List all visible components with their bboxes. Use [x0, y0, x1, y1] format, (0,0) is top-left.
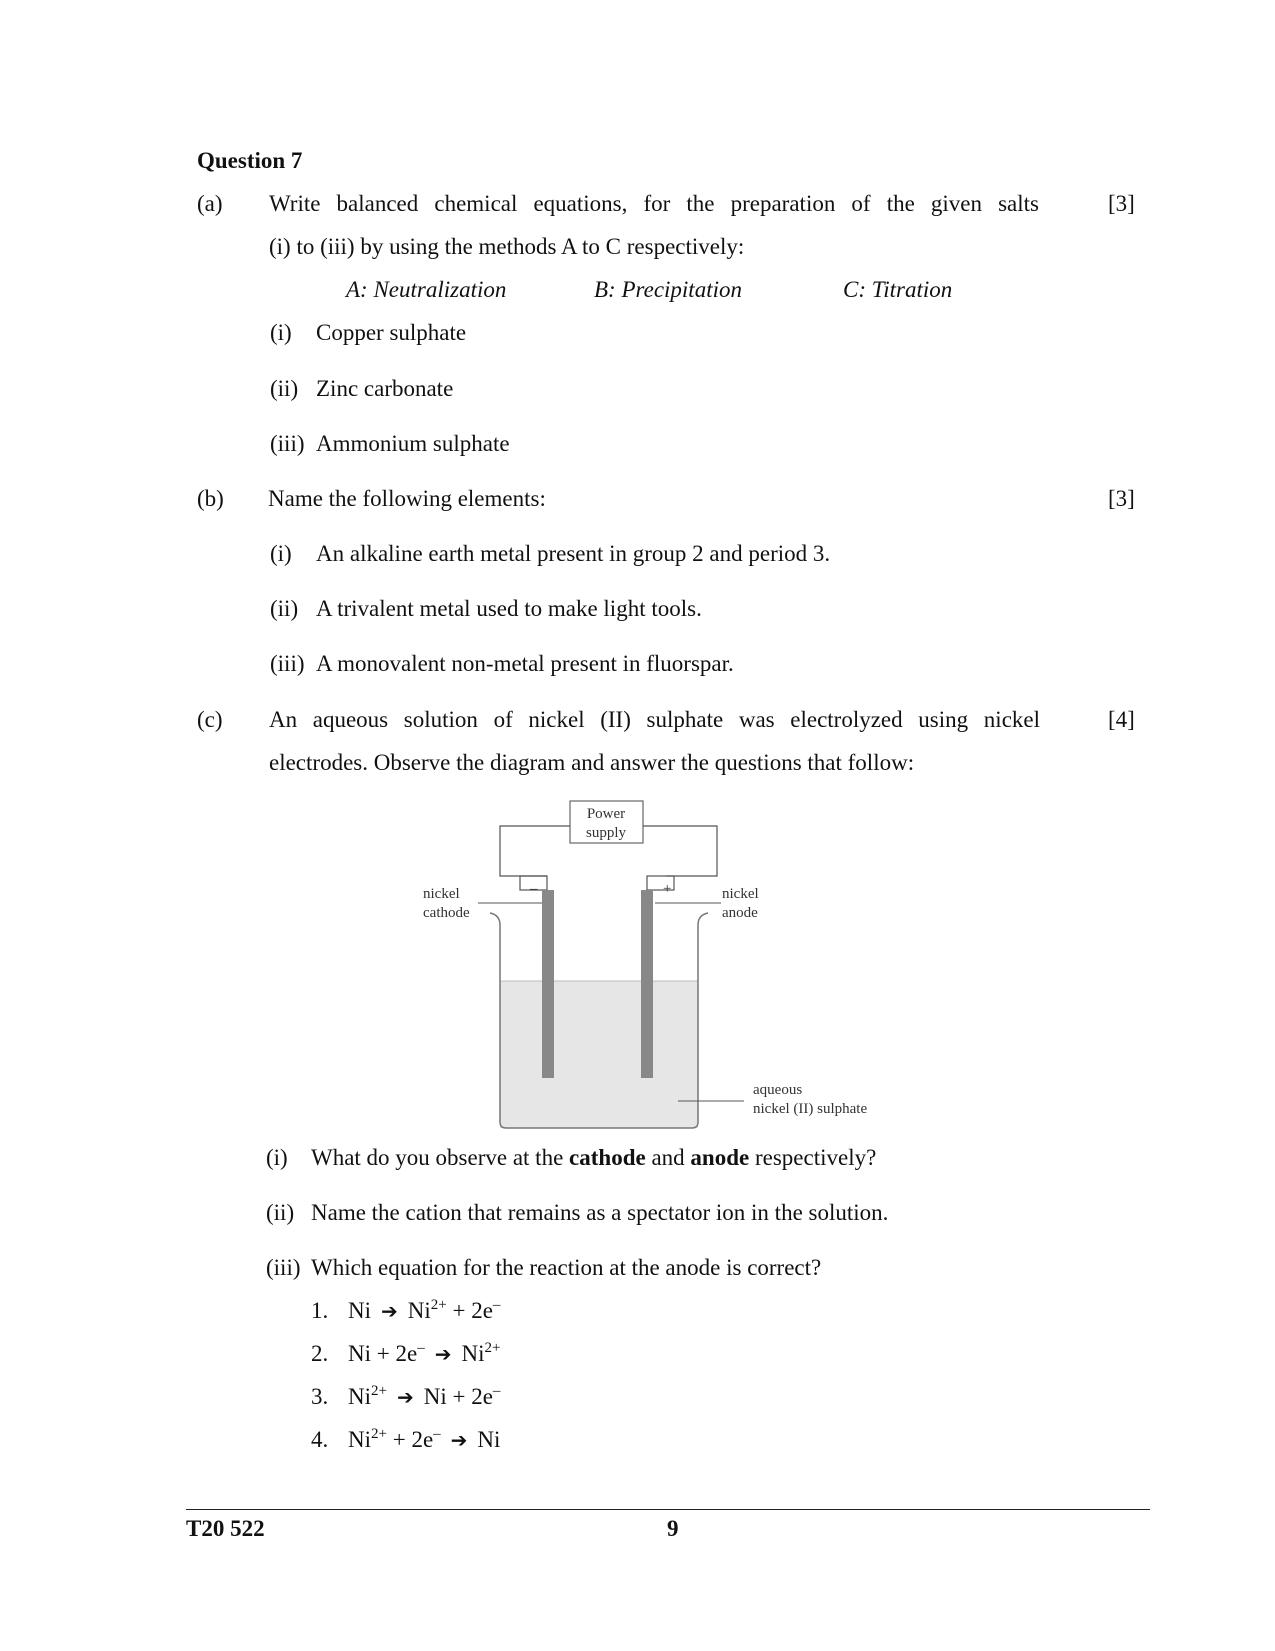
part-a-item-num: (i) — [270, 320, 292, 345]
nickel-anode-rod — [641, 890, 653, 1078]
nickel-cathode-rod — [542, 890, 554, 1078]
part-b-item-num: (i) — [270, 541, 292, 566]
solution-label-1: aqueous — [753, 1082, 803, 1098]
option-4: 4. $Ni^{2+} + 2e^-$ ➔ Ni — [311, 1426, 501, 1452]
part-b-item-text: A trivalent metal used to make light tools. — [316, 596, 702, 621]
cathode-label-1: nickel — [423, 886, 460, 902]
part-b-intro: Name the following elements: — [268, 486, 546, 511]
option-1: 1. Ni ➔ $Ni^{2+} + 2e^-$ — [311, 1297, 501, 1323]
part-c-q3: Which equation for the reaction at the anode is correct? — [311, 1255, 822, 1280]
part-b-item-num: (ii) — [270, 596, 299, 621]
power-supply-label-2: supply — [585, 825, 627, 841]
anode-label-1: nickel — [722, 886, 759, 902]
part-a-item-num: (ii) — [270, 376, 299, 401]
solution — [500, 981, 698, 1128]
cathode-label-2: cathode — [423, 905, 470, 921]
part-a-item-num: (iii) — [270, 431, 305, 456]
part-a-item-text: Zinc carbonate — [316, 376, 454, 401]
part-b-item-text: An alkaline earth metal present in group 2 and period 3. — [316, 541, 831, 566]
question-title: Question 7 — [197, 148, 303, 173]
wire-right — [643, 826, 717, 876]
part-c-line2: electrodes. Observe the diagram and answer the questions that follow: — [269, 750, 915, 775]
method-b: B: Precipitation — [594, 277, 742, 302]
part-b-marks: [3] — [1108, 486, 1135, 511]
part-b-item-num: (iii) — [270, 651, 305, 676]
plus-sign: + — [663, 881, 672, 897]
option-3: 3. $Ni^{2+}$ ➔ Ni + 2e– — [311, 1383, 501, 1409]
arrow-icon: ➔ — [381, 1301, 398, 1323]
part-a-item-text: Copper sulphate — [316, 320, 467, 345]
part-c-q1-num: (i) — [266, 1145, 288, 1170]
page-number: 9 — [667, 1516, 679, 1541]
arrow-icon: ➔ — [434, 1344, 452, 1366]
part-c-label: (c) — [197, 707, 223, 732]
solution-label-2: nickel (II) sulphate — [753, 1101, 868, 1117]
part-c-q1: What do you observe at the cathode and anode respectively? — [311, 1145, 877, 1170]
minus-sign: – — [530, 881, 538, 897]
part-a-marks: [3] — [1108, 191, 1135, 216]
part-a-line2: (i) to (iii) by using the methods A to C respectively: — [269, 234, 745, 259]
power-supply-label-1: Power — [586, 806, 626, 822]
part-a-line1: Write balanced chemical equations, for the preparation of the given salts — [269, 191, 1039, 216]
footer-rule — [186, 1509, 1150, 1510]
arrow-icon: ➔ — [450, 1430, 468, 1452]
part-c-line1: An aqueous solution of nickel (II) sulphate was electrolyzed using nickel — [269, 707, 1040, 732]
part-c-q3-num: (iii) — [266, 1255, 301, 1280]
method-c: C: Titration — [843, 277, 953, 302]
anode-label-2: anode — [722, 905, 758, 921]
part-c-q2: Name the cation that remains as a spectator ion in the solution. — [311, 1200, 889, 1225]
part-c-q2-num: (ii) — [266, 1200, 295, 1225]
wire-left — [500, 826, 570, 876]
footer-code: T20 522 — [186, 1516, 265, 1541]
part-b-label: (b) — [197, 486, 224, 511]
arrow-icon: ➔ — [396, 1387, 414, 1409]
option-2: 2. Ni + 2e– ➔ $Ni^{2+}$ — [311, 1340, 501, 1366]
part-a-label: (a) — [197, 191, 223, 216]
part-a-item-text: Ammonium sulphate — [316, 431, 510, 456]
method-a: A: Neutralization — [346, 277, 507, 302]
part-b-item-text: A monovalent non-metal present in fluorspar. — [316, 651, 734, 676]
part-c-marks: [4] — [1108, 707, 1135, 732]
